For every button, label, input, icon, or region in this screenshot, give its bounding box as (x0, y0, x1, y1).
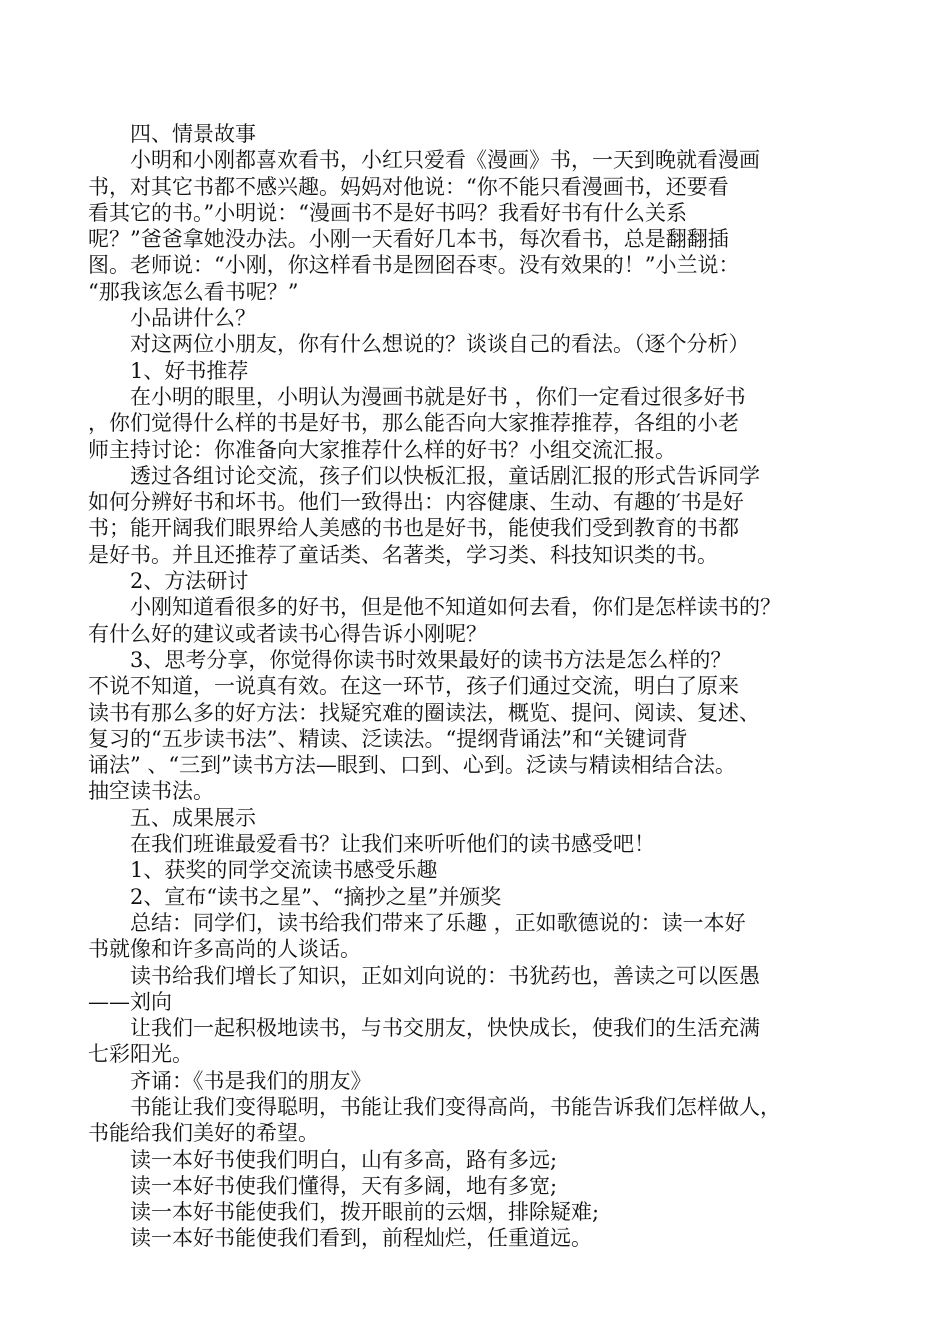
text-line: 总结：同学们，读书给我们带来了乐趣 ，正如歌德说的：读一本好 (130, 910, 746, 935)
text-line: 抽空读书法。 (88, 779, 214, 804)
text-line: ，你们觉得什么样的书是好书，那么能否向大家推荐推荐，各组的小老 (88, 411, 739, 436)
text-line: 齐诵：《书是我们的朋友》 (130, 1068, 372, 1093)
text-line: 书就像和许多高尚的人谈话。 (88, 937, 361, 962)
text-line: 2、宣布“读书之星”、“摘抄之星”并颁奖 (130, 884, 502, 909)
text-line: 1、获奖的同学交流读书感受乐趣 (130, 858, 438, 883)
text-line: 是好书。并且还推荐了童话类、名著类，学习类、科技知识类的书。 (88, 542, 718, 567)
text-line: 呢？”爸爸拿她没办法。小刚一天看好几本书，每次看书，总是翻翻插 (88, 227, 729, 252)
text-line: 2、方法研讨 (130, 569, 249, 594)
text-line: 读书给我们增长了知识，正如刘向说的：书犹药也，善读之可以医愚 (130, 963, 760, 988)
text-line: 读一本好书使我们明白，山有多高，路有多远; (130, 1147, 558, 1172)
text-line: 师主持讨论：你准备向大家推荐什么样的好书？小组交流汇报。 (88, 437, 676, 462)
text-line: 诵法” 、“三到”读书方法—眼到、口到、心到。泛读与精读相结合法。 (88, 753, 736, 778)
text-line: 读一本好书能使我们看到，前程灿烂，任重道远。 (130, 1226, 592, 1251)
text-line: 看其它的书。”小明说：“漫画书不是好书吗？我看好书有什么关系 (88, 200, 687, 225)
text-line: 七彩阳光。 (88, 1042, 193, 1067)
text-line: 1、好书推荐 (130, 358, 249, 383)
text-line: 如何分辨好书和坏书。他们一致得出：内容健康、生动、有趣的′书是好 (88, 490, 744, 515)
text-line: “那我该怎么看书呢？” (88, 279, 299, 304)
text-line: 书能给我们美好的希望。 (88, 1121, 319, 1146)
text-line: 3、思考分享，你觉得你读书时效果最好的读书方法是怎么样的？ (130, 647, 732, 672)
text-line: ——刘向 (88, 989, 172, 1014)
text-line: 四、情景故事 (130, 122, 256, 146)
text-line: 书，对其它书都不感兴趣。妈妈对他说：“你不能只看漫画书，还要看 (88, 174, 729, 199)
text-line: 小品讲什么？ (130, 306, 256, 331)
text-line: 在我们班谁最爱看书？让我们来听听他们的读书感受吧！ (130, 832, 655, 857)
text-line: 不说不知道，一说真有效。在这一环节，孩子们通过交流，明白了原来 (88, 674, 739, 699)
text-line: 图。老师说：“小刚，你这样看书是囫囵吞枣。没有效果的！”小兰说： (88, 253, 740, 278)
text-line: 书；能开阔我们眼界给人美感的书也是好书，能使我们受到教育的书都 (88, 516, 739, 541)
text-line: 有什么好的建议或者读书心得告诉小刚呢？ (88, 621, 487, 646)
text-line: 读一本好书使我们懂得，天有多阔，地有多宽; (130, 1173, 558, 1198)
text-line: 透过各组讨论交流，孩子们以快板汇报，童话剧汇报的形式告诉同学 (130, 463, 760, 488)
text-line: 五、成果展示 (130, 805, 256, 830)
text-line: 复习的“五步读书法”、精读、泛读法。“提纲背诵法”和“关键词背 (88, 726, 688, 751)
text-line: 在小明的眼里，小明认为漫画书就是好书 ，你们一定看过很多好书 (130, 384, 746, 409)
text-line: 书能让我们变得聪明，书能让我们变得高尚，书能告诉我们怎样做人， (130, 1094, 781, 1119)
text-line: 小刚知道看很多的好书，但是他不知道如何去看，你们是怎样读书的？ (130, 595, 781, 620)
text-line: 小明和小刚都喜欢看书，小红只爱看《漫画》书，一天到晚就看漫画 (130, 148, 760, 173)
text-line: 读一本好书能使我们，拨开眼前的云烟，排除疑难; (130, 1200, 600, 1225)
text-line: 对这两位小朋友，你有什么想说的？谈谈自己的看法。（逐个分析） (130, 332, 750, 357)
text-line: 读书有那么多的好方法：找疑究难的圈读法，概览、提问、阅读、复述、 (88, 700, 760, 725)
document-body (88, 121, 878, 1252)
text-line: 让我们一起积极地读书，与书交朋友，快快成长，使我们的生活充满 (130, 1016, 760, 1041)
